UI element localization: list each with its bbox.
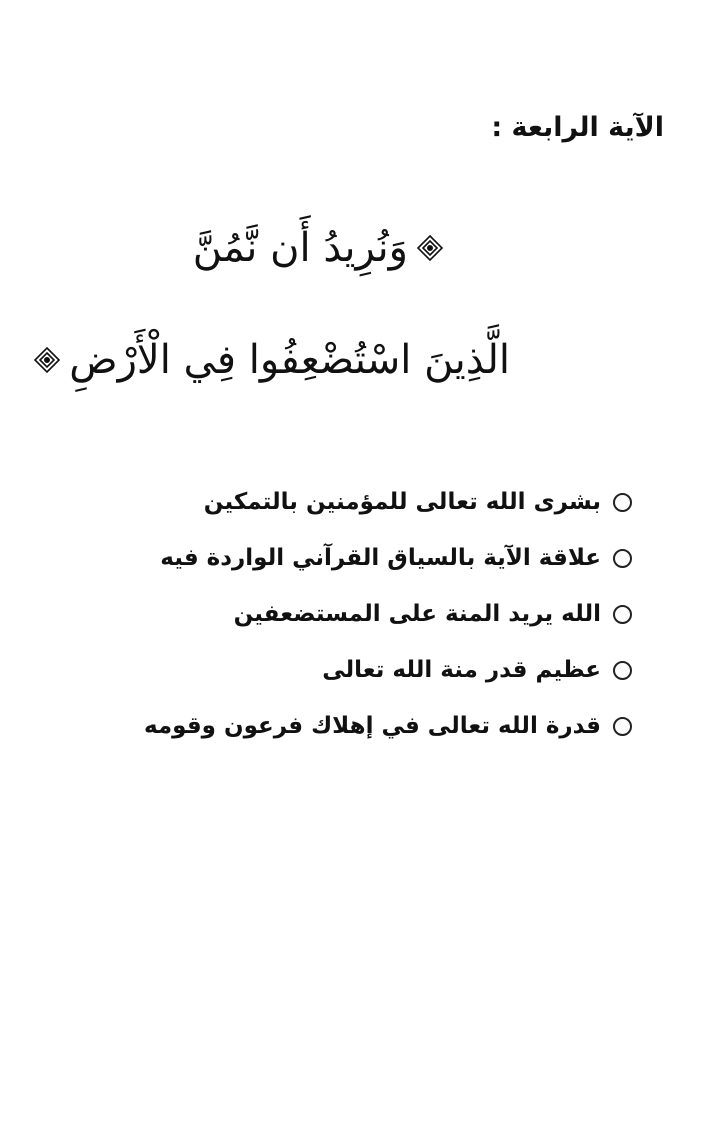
- verse-line-1: [193, 218, 452, 278]
- bullet-circle-icon: [613, 605, 632, 624]
- point-text: قدرة الله تعالى في إهلاك فرعون وقومه: [143, 713, 601, 739]
- bullet-circle-icon: [613, 717, 632, 736]
- section-heading: الآية الرابعة :: [491, 112, 664, 143]
- verse-text-line-1: وَنُرِيدُ أَن نَّمُنَّ: [192, 225, 408, 271]
- list-item: [144, 474, 632, 530]
- list-item: [144, 698, 632, 754]
- verse-text-line-2: الَّذِينَ اسْتُضْعِفُوا فِي الْأَرْضِ: [69, 337, 510, 383]
- verse-close-ornament-icon: [33, 346, 61, 374]
- bullet-circle-icon: [613, 661, 632, 680]
- points-list: [144, 474, 632, 754]
- point-text: علاقة الآية بالسياق القرآني الواردة فيه: [160, 545, 601, 571]
- verse-line-2: [25, 330, 510, 390]
- list-item: [144, 586, 632, 642]
- bullet-circle-icon: [613, 493, 632, 512]
- point-text: بشرى الله تعالى للمؤمنين بالتمكين: [203, 489, 601, 515]
- bullet-circle-icon: [613, 549, 632, 568]
- point-text: الله يريد المنة على المستضعفين: [233, 601, 601, 627]
- point-text: عظيم قدر منة الله تعالى: [322, 657, 601, 683]
- list-item: [144, 530, 632, 586]
- list-item: [144, 642, 632, 698]
- verse-open-ornament-icon: [416, 234, 444, 262]
